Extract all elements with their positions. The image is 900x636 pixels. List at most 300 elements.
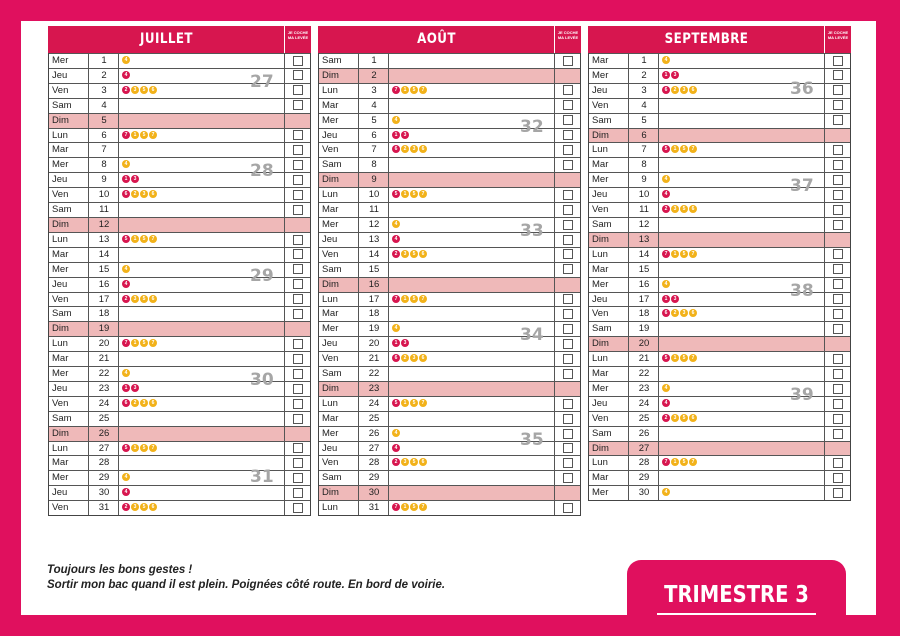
- week-number: 30: [250, 370, 274, 391]
- day-name: Lun: [52, 338, 68, 350]
- collection-checkbox[interactable]: [563, 160, 573, 170]
- yellow-collection-marker: 4: [122, 265, 130, 273]
- day-date: 4: [101, 99, 107, 111]
- quarter-badge-label: TRIMESTRE 3: [664, 582, 809, 608]
- day-date: 4: [371, 99, 377, 111]
- collection-checkbox[interactable]: [293, 294, 303, 304]
- day-date: 11: [99, 204, 109, 216]
- yellow-collection-marker: 7: [419, 86, 427, 94]
- day-date: 29: [368, 472, 380, 484]
- week-number: 38: [790, 280, 814, 301]
- collection-checkbox[interactable]: [563, 458, 573, 468]
- day-name: Dim: [52, 427, 69, 439]
- collection-checkbox[interactable]: [833, 115, 843, 125]
- day-date: 9: [371, 174, 377, 186]
- day-date: 1: [371, 55, 377, 66]
- collection-markers: [662, 190, 671, 199]
- collection-markers: [392, 235, 401, 244]
- day-name: Sam: [322, 55, 342, 66]
- collection-checkbox[interactable]: [833, 70, 843, 80]
- day-date: 15: [638, 263, 650, 275]
- day-date: 27: [98, 442, 110, 454]
- day-name: Lun: [592, 248, 608, 260]
- month-grid: [318, 53, 581, 516]
- yellow-collection-marker: 5: [680, 250, 688, 258]
- collection-checkbox[interactable]: [833, 160, 843, 170]
- yellow-collection-marker: 2: [131, 399, 139, 407]
- collection-checkbox[interactable]: [563, 429, 573, 439]
- day-date: 24: [98, 397, 110, 409]
- collection-checkbox[interactable]: [833, 56, 843, 66]
- collection-checkbox[interactable]: [563, 399, 573, 409]
- red-collection-marker: 3: [671, 71, 679, 79]
- red-collection-marker: 2: [662, 414, 670, 422]
- yellow-collection-marker: 4: [392, 220, 400, 228]
- day-date: 5: [371, 114, 377, 126]
- week-number: 32: [520, 116, 544, 137]
- month-title: JUILLET: [140, 31, 193, 47]
- day-date: 10: [638, 189, 650, 201]
- collection-markers: [122, 175, 140, 184]
- day-date: 30: [368, 487, 380, 499]
- day-name: Dim: [322, 487, 339, 499]
- collection-checkbox[interactable]: [293, 190, 303, 200]
- collection-checkbox[interactable]: [293, 279, 303, 289]
- collection-checkbox[interactable]: [563, 414, 573, 424]
- day-date: 24: [638, 397, 650, 409]
- yellow-collection-marker: 3: [131, 503, 139, 511]
- collection-checkbox[interactable]: [293, 264, 303, 274]
- day-name: Mer: [322, 427, 339, 439]
- red-collection-marker: 1: [392, 131, 400, 139]
- collection-markers: [122, 473, 131, 482]
- collection-checkbox[interactable]: [833, 399, 843, 409]
- collection-checkbox[interactable]: [833, 414, 843, 424]
- yellow-collection-marker: 6: [689, 414, 697, 422]
- red-collection-marker: 1: [122, 175, 130, 183]
- day-date: 2: [641, 69, 647, 81]
- yellow-collection-marker: 4: [662, 175, 670, 183]
- collection-checkbox[interactable]: [293, 175, 303, 185]
- collection-checkbox[interactable]: [563, 130, 573, 140]
- footer-note: [47, 563, 445, 593]
- collection-checkbox[interactable]: [833, 473, 843, 483]
- day-date: 16: [368, 278, 380, 290]
- day-date: 19: [98, 323, 110, 335]
- collection-checkbox[interactable]: [293, 503, 303, 513]
- collection-checkbox[interactable]: [563, 339, 573, 349]
- day-name: Sam: [592, 427, 612, 439]
- yellow-collection-marker: 5: [680, 205, 688, 213]
- red-collection-marker: 6: [662, 309, 670, 317]
- day-name: Dim: [592, 338, 609, 350]
- day-name: Mer: [592, 278, 609, 290]
- column-divider: [88, 53, 89, 515]
- day-name: Sam: [322, 472, 342, 484]
- red-collection-marker: 4: [392, 235, 400, 243]
- day-date: 14: [638, 248, 650, 260]
- red-collection-marker: 3: [131, 384, 139, 392]
- day-name: Dim: [592, 442, 609, 454]
- red-collection-marker: 6: [122, 190, 130, 198]
- day-name: Dim: [322, 278, 339, 290]
- collection-checkbox[interactable]: [293, 384, 303, 394]
- yellow-collection-marker: 3: [680, 86, 688, 94]
- yellow-collection-marker: 5: [140, 131, 148, 139]
- week-number: 27: [250, 71, 274, 92]
- day-name: Lun: [592, 144, 608, 156]
- day-date: 18: [368, 308, 380, 320]
- red-collection-marker: 5: [122, 235, 130, 243]
- month-header: [48, 26, 311, 53]
- collection-checkbox[interactable]: [293, 145, 303, 155]
- day-name: Dim: [592, 233, 609, 245]
- red-collection-marker: 2: [122, 295, 130, 303]
- collection-checkbox[interactable]: [833, 294, 843, 304]
- day-name: Jeu: [322, 129, 338, 141]
- yellow-collection-marker: 5: [140, 295, 148, 303]
- yellow-collection-marker: 6: [689, 86, 697, 94]
- collection-checkbox[interactable]: [833, 458, 843, 468]
- collection-markers: [392, 116, 401, 125]
- yellow-collection-marker: 4: [392, 116, 400, 124]
- red-collection-marker: 3: [671, 295, 679, 303]
- collection-checkbox[interactable]: [563, 443, 573, 453]
- day-name: Mer: [52, 263, 69, 275]
- day-date: 27: [368, 442, 380, 454]
- day-name: Lun: [322, 84, 338, 96]
- collection-markers: [392, 503, 428, 512]
- month-header: [588, 26, 851, 53]
- collection-checkbox[interactable]: [833, 369, 843, 379]
- column-divider: [118, 53, 119, 515]
- collection-checkbox[interactable]: [563, 264, 573, 274]
- day-name: Mar: [592, 472, 609, 484]
- collection-markers: [122, 399, 158, 408]
- day-date: 15: [368, 263, 380, 275]
- day-date: 8: [641, 159, 647, 171]
- collection-markers: [662, 86, 698, 95]
- column-divider: [658, 53, 659, 500]
- collection-checkbox[interactable]: [293, 339, 303, 349]
- collection-checkbox[interactable]: [833, 264, 843, 274]
- collection-checkbox[interactable]: [293, 130, 303, 140]
- day-date: 26: [368, 427, 380, 439]
- collection-checkbox[interactable]: [293, 443, 303, 453]
- day-name: Mar: [322, 99, 339, 111]
- day-name: Jeu: [592, 293, 608, 305]
- day-name: Mar: [592, 159, 609, 171]
- collection-checkbox[interactable]: [833, 309, 843, 319]
- collection-checkbox[interactable]: [293, 56, 303, 66]
- day-name: Mar: [52, 248, 69, 260]
- day-name: Lun: [322, 397, 338, 409]
- collection-checkbox[interactable]: [833, 279, 843, 289]
- day-name: Lun: [52, 233, 68, 245]
- collection-markers: [392, 220, 401, 229]
- day-name: Sam: [52, 204, 72, 216]
- week-number: 29: [250, 265, 274, 286]
- collection-checkbox[interactable]: [833, 85, 843, 95]
- red-collection-marker: 7: [122, 131, 130, 139]
- collection-markers: [392, 339, 410, 348]
- day-date: 10: [368, 189, 380, 201]
- day-name: Sam: [322, 368, 342, 380]
- yellow-collection-marker: 1: [671, 250, 679, 258]
- collection-checkbox[interactable]: [293, 85, 303, 95]
- day-name: Lun: [52, 442, 68, 454]
- yellow-collection-marker: 2: [401, 145, 409, 153]
- day-name: Dim: [52, 114, 69, 126]
- collection-markers: [122, 339, 158, 348]
- collection-checkbox[interactable]: [293, 369, 303, 379]
- column-divider: [358, 53, 359, 515]
- collection-markers: [662, 399, 671, 408]
- day-date: 26: [638, 427, 650, 439]
- day-name: Mer: [52, 55, 69, 66]
- day-name: Dim: [52, 323, 69, 335]
- red-collection-marker: 3: [401, 339, 409, 347]
- collection-checkbox[interactable]: [563, 249, 573, 259]
- day-date: 10: [98, 189, 110, 201]
- week-number: 28: [250, 161, 274, 182]
- day-date: 12: [638, 218, 650, 230]
- yellow-collection-marker: 1: [131, 339, 139, 347]
- day-date: 12: [98, 218, 110, 230]
- collection-checkbox[interactable]: [563, 100, 573, 110]
- day-date: 30: [638, 487, 650, 499]
- collection-markers: [662, 458, 698, 467]
- week-number: 39: [790, 385, 814, 406]
- yellow-collection-marker: 3: [680, 309, 688, 317]
- collection-checkbox[interactable]: [563, 220, 573, 230]
- collection-markers: [392, 131, 410, 140]
- collection-checkbox[interactable]: [293, 70, 303, 80]
- collection-checkbox[interactable]: [293, 399, 303, 409]
- week-number: 34: [520, 325, 544, 346]
- day-name: Ven: [592, 99, 609, 111]
- collection-checkbox[interactable]: [833, 488, 843, 498]
- collection-checkbox[interactable]: [563, 205, 573, 215]
- red-collection-marker: 5: [662, 354, 670, 362]
- day-name: Mer: [592, 487, 609, 499]
- day-date: 18: [638, 308, 650, 320]
- week-number: 33: [520, 221, 544, 242]
- day-name: Sam: [322, 263, 342, 275]
- day-name: Jeu: [592, 397, 608, 409]
- yellow-collection-marker: 4: [122, 369, 130, 377]
- yellow-collection-marker: 7: [689, 354, 697, 362]
- collection-checkbox[interactable]: [563, 324, 573, 334]
- day-name: Jeu: [322, 442, 338, 454]
- quarter-badge-underline: [657, 613, 816, 615]
- red-collection-marker: 6: [392, 145, 400, 153]
- day-name: Mer: [592, 174, 609, 186]
- collection-checkbox[interactable]: [833, 429, 843, 439]
- day-name: Ven: [52, 84, 69, 96]
- day-date: 11: [639, 204, 649, 216]
- day-name: Jeu: [322, 233, 338, 245]
- yellow-collection-marker: 1: [671, 354, 679, 362]
- yellow-collection-marker: 5: [410, 250, 418, 258]
- day-date: 6: [371, 129, 377, 141]
- yellow-collection-marker: 3: [410, 354, 418, 362]
- collection-checkbox[interactable]: [833, 145, 843, 155]
- collection-checkbox[interactable]: [563, 235, 573, 245]
- day-date: 13: [368, 233, 380, 245]
- collection-checkbox[interactable]: [563, 115, 573, 125]
- collection-checkbox[interactable]: [833, 220, 843, 230]
- day-date: 22: [638, 368, 650, 380]
- collection-markers: [662, 384, 671, 393]
- day-name: Mer: [592, 69, 609, 81]
- collection-checkbox[interactable]: [833, 100, 843, 110]
- collection-markers: [122, 503, 158, 512]
- month-2: [588, 26, 851, 501]
- yellow-collection-marker: 7: [419, 295, 427, 303]
- day-name: Jeu: [52, 278, 68, 290]
- red-collection-marker: 5: [662, 145, 670, 153]
- collection-markers: [662, 354, 698, 363]
- yellow-collection-marker: 7: [149, 444, 157, 452]
- collection-markers: [662, 145, 698, 154]
- collection-checkbox[interactable]: [293, 488, 303, 498]
- yellow-collection-marker: 1: [131, 235, 139, 243]
- collection-checkbox[interactable]: [563, 503, 573, 513]
- collection-checkbox[interactable]: [563, 294, 573, 304]
- day-name: Mar: [322, 412, 339, 424]
- yellow-collection-marker: 6: [419, 354, 427, 362]
- collection-checkbox[interactable]: [833, 354, 843, 364]
- collection-markers: [122, 235, 158, 244]
- collection-checkbox[interactable]: [293, 249, 303, 259]
- day-date: 25: [638, 412, 650, 424]
- week-number: 31: [250, 467, 274, 488]
- column-divider: [554, 53, 555, 515]
- collection-checkbox[interactable]: [293, 205, 303, 215]
- yellow-collection-marker: 5: [410, 458, 418, 466]
- collection-markers: [392, 145, 428, 154]
- collection-markers: [392, 324, 401, 333]
- red-collection-marker: 4: [122, 71, 130, 79]
- checkbox-caption: JE COCHE MA LEVÉE: [557, 30, 579, 40]
- day-date: 27: [638, 442, 650, 454]
- yellow-collection-marker: 3: [140, 399, 148, 407]
- day-date: 17: [638, 293, 650, 305]
- collection-checkbox[interactable]: [563, 309, 573, 319]
- day-date: 28: [368, 457, 380, 469]
- yellow-collection-marker: 3: [401, 458, 409, 466]
- collection-markers: [122, 265, 131, 274]
- collection-checkbox[interactable]: [563, 190, 573, 200]
- collection-checkbox[interactable]: [563, 354, 573, 364]
- day-name: Dim: [322, 382, 339, 394]
- day-name: Ven: [322, 353, 339, 365]
- collection-checkbox[interactable]: [563, 473, 573, 483]
- collection-checkbox[interactable]: [563, 56, 573, 66]
- yellow-collection-marker: 6: [419, 458, 427, 466]
- day-date: 6: [641, 129, 647, 141]
- day-name: Lun: [322, 293, 338, 305]
- day-name: Lun: [592, 457, 608, 469]
- collection-checkbox[interactable]: [833, 205, 843, 215]
- collection-checkbox[interactable]: [293, 458, 303, 468]
- red-collection-marker: 7: [392, 295, 400, 303]
- day-date: 14: [368, 248, 380, 260]
- collection-checkbox[interactable]: [293, 309, 303, 319]
- collection-checkbox[interactable]: [293, 414, 303, 424]
- day-date: 13: [98, 233, 110, 245]
- collection-markers: [392, 295, 428, 304]
- day-date: 20: [98, 338, 110, 350]
- month-0: [48, 26, 311, 516]
- yellow-collection-marker: 3: [131, 295, 139, 303]
- month-grid: [588, 53, 851, 501]
- column-divider: [824, 53, 825, 500]
- collection-markers: [662, 488, 671, 497]
- collection-checkbox[interactable]: [563, 145, 573, 155]
- red-collection-marker: 6: [662, 86, 670, 94]
- yellow-collection-marker: 3: [131, 86, 139, 94]
- collection-checkbox[interactable]: [293, 160, 303, 170]
- collection-checkbox[interactable]: [563, 85, 573, 95]
- collection-checkbox[interactable]: [293, 100, 303, 110]
- yellow-collection-marker: 5: [410, 190, 418, 198]
- collection-checkbox[interactable]: [833, 324, 843, 334]
- red-collection-marker: 7: [392, 503, 400, 511]
- day-name: Jeu: [52, 174, 68, 186]
- day-date: 18: [98, 308, 110, 320]
- collection-checkbox[interactable]: [833, 190, 843, 200]
- collection-markers: [122, 280, 131, 289]
- day-date: 6: [101, 129, 107, 141]
- day-date: 19: [368, 323, 380, 335]
- collection-checkbox[interactable]: [293, 473, 303, 483]
- day-name: Ven: [52, 293, 69, 305]
- red-collection-marker: 3: [401, 131, 409, 139]
- collection-checkbox[interactable]: [833, 384, 843, 394]
- red-collection-marker: 4: [122, 488, 130, 496]
- collection-checkbox[interactable]: [293, 354, 303, 364]
- day-date: 3: [101, 84, 107, 96]
- collection-markers: [122, 86, 158, 95]
- day-date: 17: [98, 293, 110, 305]
- yellow-collection-marker: 5: [140, 444, 148, 452]
- day-date: 19: [638, 323, 650, 335]
- day-date: 23: [98, 382, 110, 394]
- red-collection-marker: 5: [392, 399, 400, 407]
- day-name: Ven: [592, 204, 609, 216]
- day-name: Sam: [52, 412, 72, 424]
- red-collection-marker: 1: [662, 71, 670, 79]
- collection-checkbox[interactable]: [833, 249, 843, 259]
- yellow-collection-marker: 4: [662, 280, 670, 288]
- collection-markers: [122, 71, 131, 80]
- day-date: 22: [368, 368, 380, 380]
- day-date: 23: [368, 382, 380, 394]
- day-date: 14: [98, 248, 110, 260]
- collection-markers: [392, 354, 428, 363]
- collection-checkbox[interactable]: [563, 369, 573, 379]
- collection-checkbox[interactable]: [833, 175, 843, 185]
- yellow-collection-marker: 3: [671, 414, 679, 422]
- collection-checkbox[interactable]: [293, 235, 303, 245]
- yellow-collection-marker: 5: [140, 86, 148, 94]
- day-name: Mar: [592, 368, 609, 380]
- footer-line-1: Toujours les bons gestes !: [47, 564, 193, 576]
- yellow-collection-marker: 5: [410, 86, 418, 94]
- yellow-collection-marker: 3: [671, 205, 679, 213]
